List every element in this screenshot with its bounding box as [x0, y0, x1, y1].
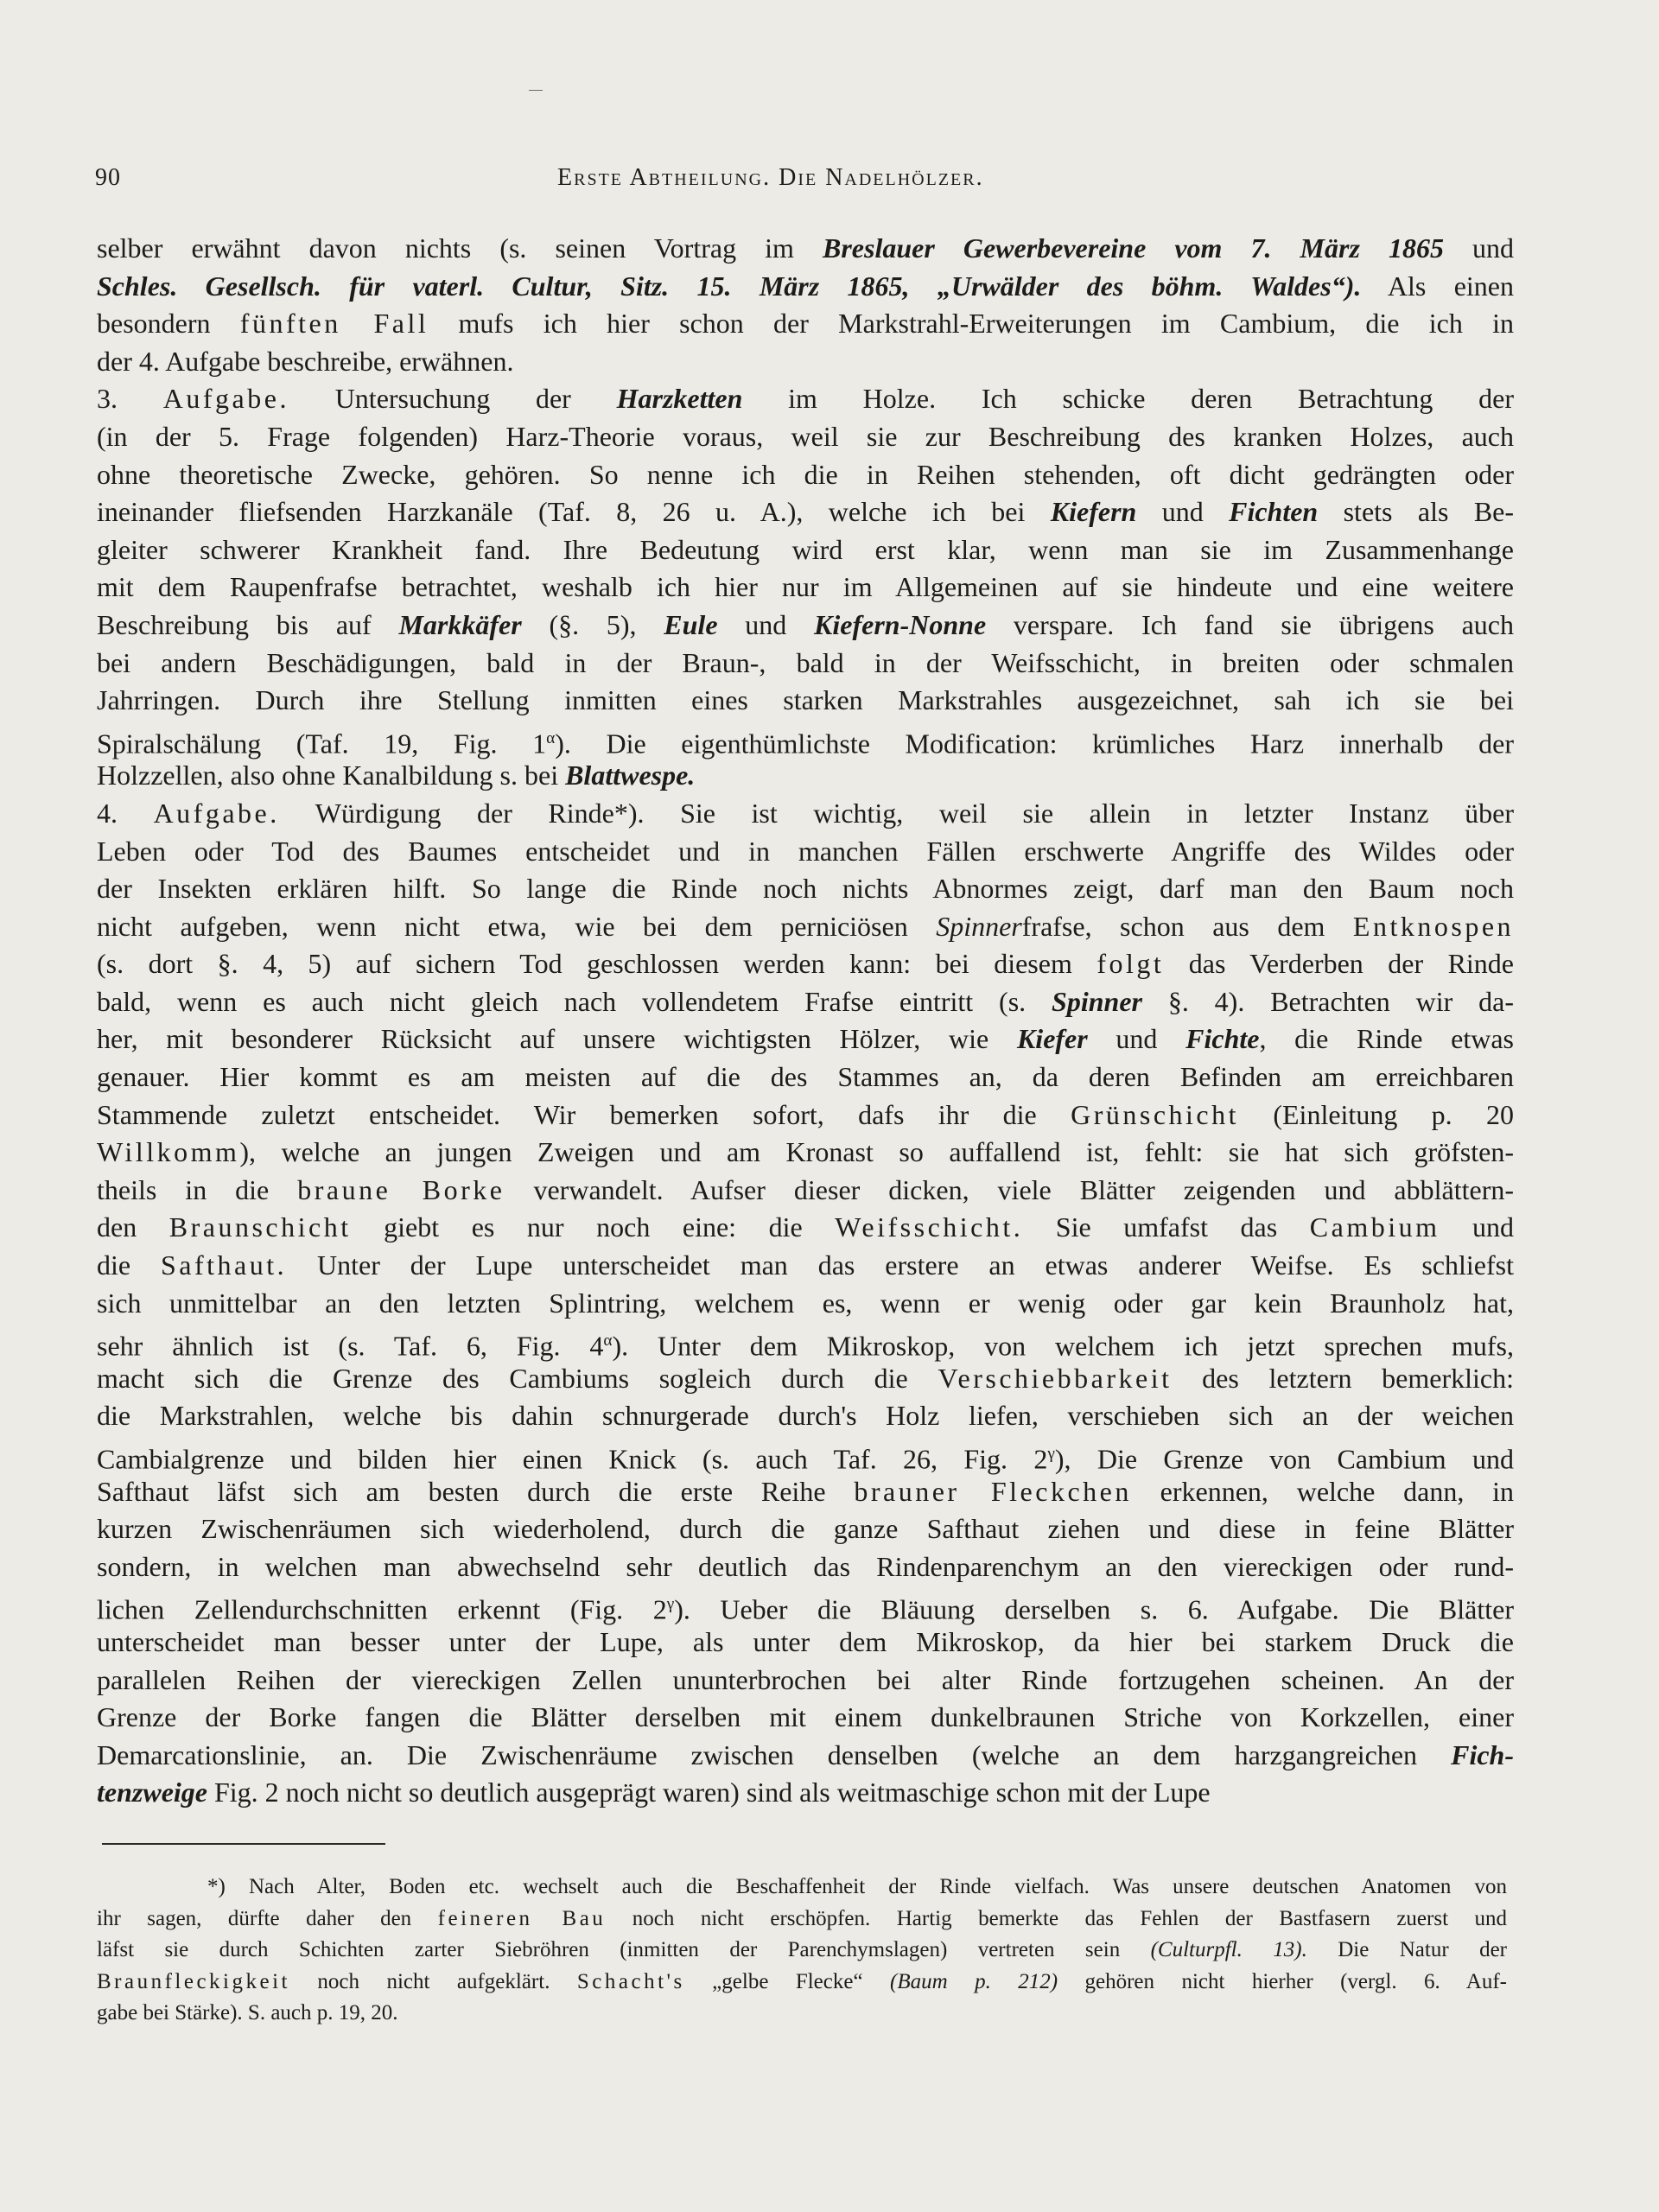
- text-segment: nicht aufgeben, wenn nicht etwa, wie bei dem perniciösen: [97, 910, 937, 942]
- footnote-rule: [102, 1843, 385, 1845]
- text-segment: lichen Zellendurchschnitten erkennt (Fig. 2: [97, 1594, 667, 1626]
- text-line: [97, 1322, 1514, 1360]
- text-segment: und: [1440, 1211, 1515, 1243]
- text-line: [97, 1774, 1514, 1812]
- text-segment: ), Die Grenze von Cambium und: [1054, 1443, 1515, 1475]
- text-line: [97, 305, 1514, 343]
- text-line: [97, 1662, 1514, 1700]
- text-segment: mit dem Raupenfrafse betrachtet, weshalb ich hier nur im Allgemeinen auf sie hindeute und eine weitere: [97, 571, 1514, 603]
- text-line: [97, 569, 1514, 607]
- text-segment: ), welche an jungen Zweigen und am Kronast so auffallend ist, fehlt: sie hat sich gröfsten-: [239, 1136, 1514, 1168]
- text-segment: her, mit besonderer Rücksicht auf unsere wichtigsten Hölzer, wie: [97, 1023, 1017, 1055]
- text-segment: Braunschicht: [168, 1211, 352, 1243]
- text-segment: , die Rinde etwas: [1259, 1023, 1515, 1055]
- text-segment: Cambium: [1309, 1211, 1440, 1243]
- text-segment: ihr sagen, dürfte daher den: [97, 1906, 438, 1930]
- text-segment: feineren Bau: [437, 1906, 607, 1930]
- text-segment: Safthaut.: [161, 1249, 288, 1281]
- text-segment: Willkomm: [97, 1136, 240, 1168]
- text-line: [97, 1737, 1514, 1775]
- text-segment: Fig. 2 noch nicht so deutlich ausgeprägt waren) sind als weitmaschige schon mit der Lupe: [207, 1777, 1211, 1808]
- text-line: [97, 531, 1514, 569]
- running-head: Erste Abtheilung. Die Nadelhölzer.: [557, 164, 984, 191]
- text-segment: Spinner: [1052, 985, 1142, 1017]
- text-segment: bald, wenn es auch nicht gleich nach vollendetem Frafse eintritt (s.: [97, 985, 1052, 1017]
- footnote-line: [97, 1935, 1507, 1967]
- text-line: [97, 1247, 1514, 1285]
- text-segment: Holzzellen, also ohne Kanalbildung s. bei: [97, 760, 566, 791]
- text-segment: macht sich die Grenze des Cambiums sogleich durch die: [97, 1362, 938, 1394]
- text-line: [97, 682, 1514, 720]
- text-segment: Kiefern-Nonne: [814, 608, 987, 640]
- text-segment: 3.: [97, 383, 163, 415]
- text-segment: ohne theoretische Zwecke, gehören. So nenne ich die in Reihen stehenden, oft dicht gedrängten oder: [97, 458, 1514, 490]
- text-segment: Leben oder Tod des Baumes entscheidet und in manchen Fällen erschwerte Angriffe des Wildes oder: [97, 835, 1514, 867]
- text-segment: Fichte: [1185, 1023, 1260, 1055]
- text-line: [97, 493, 1514, 531]
- text-line: [97, 1548, 1514, 1586]
- text-segment: verwandelt. Aufser dieser dicken, viele Blätter zeigenden und abblättern-: [505, 1173, 1515, 1205]
- text-segment: (Einleitung p. 20: [1239, 1098, 1515, 1130]
- text-segment: fünften Fall: [239, 308, 429, 340]
- text-segment: Verschiebbarkeit: [938, 1362, 1173, 1394]
- text-line: [97, 983, 1514, 1021]
- text-line: [97, 833, 1514, 871]
- text-segment: gabe bei Stärke). S. auch p. 19, 20.: [97, 2001, 398, 2024]
- text-segment: Aufgabe.: [162, 383, 289, 415]
- text-segment: Würdigung der Rinde*). Sie ist wichtig, weil sie allein in letzter Instanz über: [279, 797, 1515, 829]
- text-line: [97, 757, 1514, 795]
- text-line: [97, 343, 1514, 381]
- text-segment: im Holze. Ich schicke deren Betrachtung der: [742, 383, 1515, 415]
- text-line: [97, 1134, 1514, 1172]
- text-segment: sich unmittelbar an den letzten Splintring, welchem es, wenn er wenig oder gar kein Braunholz hat,: [97, 1287, 1514, 1319]
- text-segment: α: [603, 1332, 613, 1351]
- text-segment: Fichten: [1229, 496, 1319, 528]
- text-segment: Breslauer Gewerbevereine vom 7. März 1865: [822, 232, 1444, 264]
- text-segment: Schacht's: [576, 1969, 685, 1993]
- page-header: [95, 164, 1512, 199]
- text-segment: §. 4). Betrachten wir da-: [1141, 985, 1515, 1017]
- text-segment: verspare. Ich fand sie übrigens auch: [986, 608, 1514, 640]
- text-segment: Safthaut läfst sich am besten durch die erste Reihe: [97, 1475, 855, 1507]
- text-segment: (s. dort §. 4, 5) auf sichern Tod geschlossen werden kann: bei diesem: [97, 948, 1097, 980]
- text-line: [97, 795, 1514, 833]
- text-segment: sondern, in welchen man abwechselnd sehr deutlich das Rindenparenchym an den viereckigen oder rund-: [97, 1550, 1514, 1582]
- text-segment: Die Natur der: [1306, 1938, 1507, 1961]
- text-line: [97, 380, 1514, 418]
- text-segment: gehören nicht hierher (vergl. 6. Auf-: [1058, 1969, 1507, 1993]
- text-line: [97, 1699, 1514, 1737]
- text-segment: und: [717, 608, 815, 640]
- text-segment: und: [1087, 1023, 1186, 1055]
- text-segment: das Verderben der Rinde: [1164, 948, 1515, 980]
- text-segment: Blattwespe.: [565, 760, 696, 791]
- text-segment: α: [546, 728, 556, 747]
- text-segment: erkennen, welche dann, in: [1131, 1475, 1515, 1507]
- text-line: [97, 230, 1514, 268]
- text-segment: stets als Be-: [1318, 496, 1515, 528]
- text-segment: bei andern Beschädigungen, bald in der Braun-, bald in der Weifsschicht, in breiten oder schmalen: [97, 646, 1514, 678]
- text-line: [97, 607, 1514, 645]
- text-line: [97, 1586, 1514, 1624]
- text-line: [97, 1435, 1514, 1473]
- scan-mark: [529, 90, 543, 91]
- text-segment: 4.: [97, 797, 154, 829]
- text-line: [97, 1096, 1514, 1135]
- text-segment: Harzketten: [616, 383, 743, 415]
- text-segment: Spiralschälung (Taf. 19, Fig. 1: [97, 728, 547, 760]
- text-segment: braune Borke: [297, 1173, 505, 1205]
- text-segment: Entknospen: [1352, 910, 1515, 942]
- text-segment: ). Unter dem Mikroskop, von welchem ich jetzt sprechen mufs,: [612, 1330, 1515, 1362]
- text-line: [97, 1285, 1514, 1323]
- text-segment: Grenze der Borke fangen die Blätter derselben mit einem dunkelbraunen Striche von Korkzellen, einer: [97, 1701, 1514, 1733]
- text-segment: besondern: [97, 308, 240, 340]
- text-line: [97, 645, 1514, 683]
- text-segment: Braunfleckigkeit: [97, 1969, 290, 1993]
- text-line: [97, 870, 1514, 908]
- text-segment: γ: [1047, 1445, 1055, 1463]
- page-number: 90: [95, 164, 121, 191]
- text-segment: Fich-: [1451, 1738, 1514, 1770]
- text-segment: selber erwähnt davon nichts (s. seinen Vortrag im: [97, 232, 823, 264]
- text-line: [97, 720, 1514, 758]
- text-line: [97, 1058, 1514, 1096]
- text-line: [97, 945, 1514, 983]
- text-segment: noch nicht erschöpfen. Hartig bemerkte das Fehlen der Bastfasern zuerst und: [606, 1906, 1508, 1930]
- text-line: [97, 1397, 1514, 1435]
- text-segment: Schles. Gesellsch. für vaterl. Cultur, Sitz. 15. März 1865, „Urwälder des böhm. Waldes“).: [97, 270, 1362, 302]
- text-segment: ). Die eigenthümlichste Modification: krümliches Harz innerhalb der: [555, 728, 1515, 760]
- text-segment: Stammende zuletzt entscheidet. Wir bemerken sofort, dafs ihr die: [97, 1098, 1071, 1130]
- footnote-line: [97, 1872, 1507, 1904]
- text-segment: giebt es nur noch eine: die: [351, 1211, 836, 1243]
- text-line: [97, 1020, 1514, 1058]
- text-segment: Als einen: [1361, 270, 1515, 302]
- text-segment: Grünschicht: [1071, 1098, 1239, 1130]
- text-segment: Kiefern: [1050, 496, 1137, 528]
- text-line: [97, 1510, 1514, 1548]
- footnote-line: [97, 1967, 1507, 1999]
- text-segment: Untersuchung der: [289, 383, 617, 415]
- text-line: [97, 1624, 1514, 1662]
- text-line: [97, 1209, 1514, 1247]
- text-segment: genauer. Hier kommt es am meisten auf die des Stammes an, da deren Befinden am erreichbaren: [97, 1061, 1514, 1093]
- text-segment: noch nicht aufgeklärt.: [290, 1969, 577, 1993]
- text-line: [97, 1473, 1514, 1511]
- text-segment: Spinner: [936, 910, 1022, 942]
- text-segment: gleiter schwerer Krankheit fand. Ihre Bedeutung wird erst klar, wenn man sie im Zusammenhange: [97, 533, 1514, 565]
- text-segment: die Markstrahlen, welche bis dahin schnurgerade durch's Holz liefen, verschieben sich an der weichen: [97, 1400, 1514, 1432]
- text-segment: Weifsschicht.: [835, 1211, 1024, 1243]
- text-segment: der 4. Aufgabe beschreibe, erwähnen.: [97, 345, 514, 377]
- text-line: [97, 1172, 1514, 1210]
- footnote-line: [97, 1998, 1507, 2030]
- footnote-line: [97, 1904, 1507, 1936]
- text-segment: (Culturpfl. 13).: [1150, 1938, 1307, 1961]
- text-segment: des letztern bemerklich:: [1172, 1362, 1514, 1394]
- text-segment: kurzen Zwischenräumen sich wiederholend, durch die ganze Safthaut ziehen und diese in feine Blätter: [97, 1513, 1514, 1545]
- text-segment: mufs ich hier schon der Markstrahl-Erweiterungen im Cambium, die ich in: [429, 308, 1515, 340]
- text-segment: Demarcationslinie, an. Die Zwischenräume zwischen denselben (welche an dem harzgangreichen: [97, 1738, 1452, 1770]
- text-segment: „gelbe Flecke“: [684, 1969, 890, 1993]
- text-segment: Kiefer: [1016, 1023, 1088, 1055]
- text-line: [97, 1360, 1514, 1398]
- text-segment: die: [97, 1249, 161, 1281]
- text-segment: Jahrringen. Durch ihre Stellung inmitten eines starken Markstrahles ausgezeichnet, sah ich sie bei: [97, 684, 1514, 716]
- text-segment: folgt: [1096, 948, 1165, 980]
- text-segment: theils in die: [97, 1173, 298, 1205]
- text-segment: ineinander fliefsenden Harzkanäle (Taf. 8, 26 u. A.), welche ich bei: [97, 496, 1051, 528]
- text-segment: ). Ueber die Bläuung derselben s. 6. Aufgabe. Die Blätter: [674, 1594, 1515, 1626]
- text-segment: Aufgabe.: [153, 797, 280, 829]
- text-segment: (in der 5. Frage folgenden) Harz-Theorie voraus, weil sie zur Beschreibung des kranken Holzes, auch: [97, 420, 1514, 452]
- text-segment: und: [1443, 232, 1515, 264]
- text-segment: Unter der Lupe unterscheidet man das erstere an etwas anderer Weifse. Es schliefst: [287, 1249, 1515, 1281]
- text-line: [97, 418, 1514, 456]
- text-segment: (Baum p. 212): [890, 1969, 1058, 1993]
- text-segment: den: [97, 1211, 169, 1243]
- text-segment: Markkäfer: [398, 608, 522, 640]
- body-text: [97, 230, 1514, 1812]
- text-segment: der Insekten erklären hilft. So lange die Rinde noch nichts Abnormes zeigt, darf man den Baum noch: [97, 873, 1514, 905]
- text-segment: tenzweige: [97, 1777, 207, 1808]
- text-line: [97, 456, 1514, 494]
- text-segment: läfst sie durch Schichten zarter Siebröhren (inmitten der Parenchymslagen) vertreten sein: [97, 1938, 1151, 1961]
- text-segment: *) Nach Alter, Boden etc. wechselt auch die Beschaffenheit der Rinde vielfach. Was unsere deutschen Anatomen von: [207, 1875, 1507, 1898]
- text-segment: Sie umfafst das: [1023, 1211, 1310, 1243]
- text-segment: (§. 5),: [521, 608, 664, 640]
- footnote: [97, 1872, 1507, 2030]
- text-segment: Cambialgrenze und bilden hier einen Knick (s. auch Taf. 26, Fig. 2: [97, 1443, 1048, 1475]
- text-segment: unterscheidet man besser unter der Lupe, als unter dem Mikroskop, da hier bei starkem Druck die: [97, 1625, 1514, 1657]
- text-segment: parallelen Reihen der viereckigen Zellen ununterbrochen bei alter Rinde fortzugehen scheinen. An der: [97, 1663, 1514, 1695]
- text-line: [97, 268, 1514, 306]
- text-segment: brauner Fleckchen: [854, 1475, 1132, 1507]
- text-segment: Eule: [664, 608, 718, 640]
- text-segment: γ: [666, 1595, 675, 1614]
- text-line: [97, 908, 1514, 946]
- text-segment: frafse, schon aus dem: [1021, 910, 1353, 942]
- text-segment: Beschreibung bis auf: [97, 608, 399, 640]
- text-segment: und: [1136, 496, 1230, 528]
- text-segment: sehr ähnlich ist (s. Taf. 6, Fig. 4: [97, 1330, 604, 1362]
